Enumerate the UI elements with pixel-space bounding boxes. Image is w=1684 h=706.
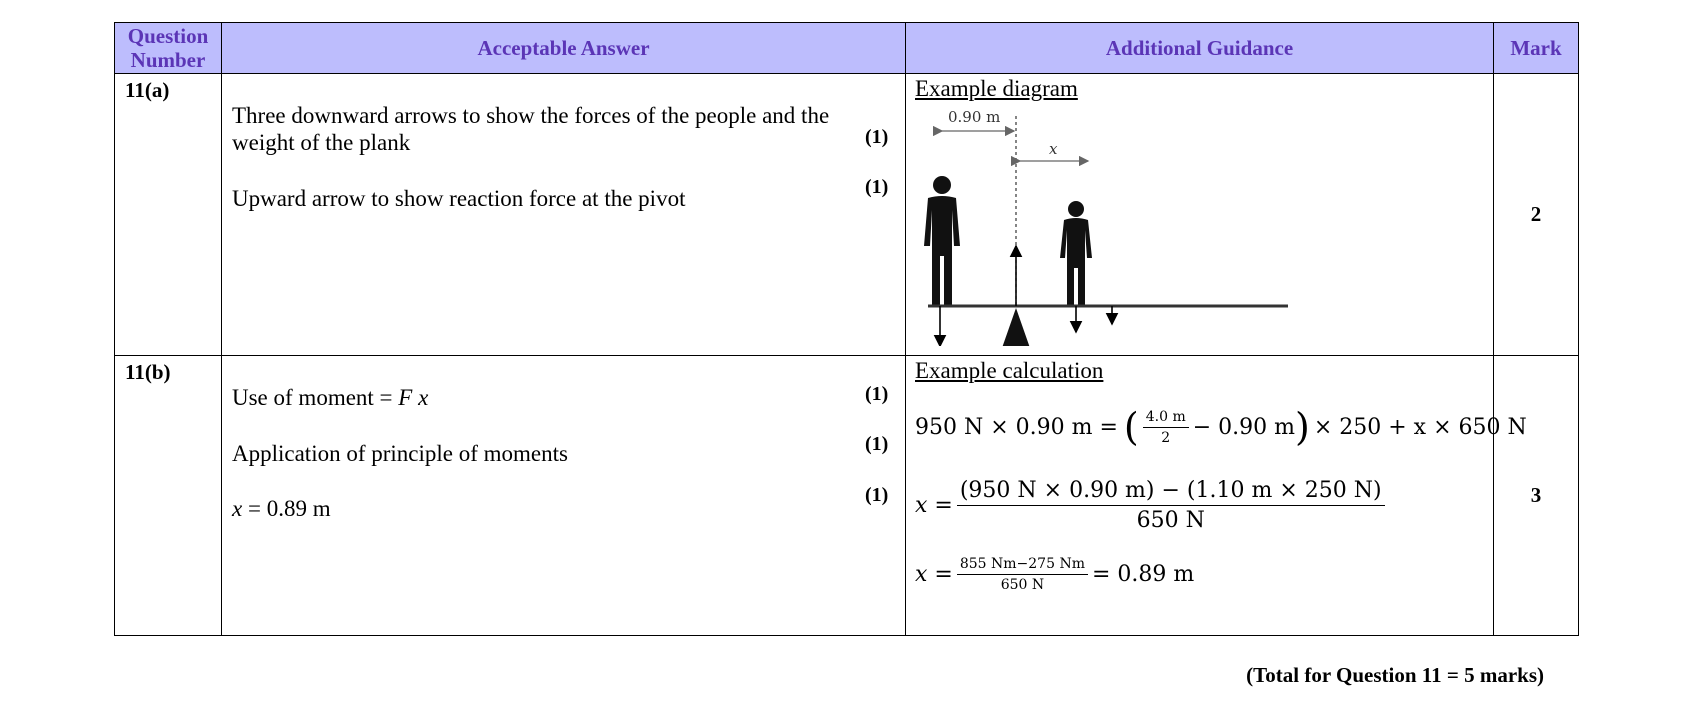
question-number: 11(a) [115, 74, 222, 356]
calc-line-2-fraction: $\frac{(950 N \times 0.90 m) - (1.10 m \times 250 N)}{650 N}$ [957, 478, 1385, 533]
mark-value: 2 [1494, 74, 1579, 356]
header-question-number: Question Number [115, 23, 222, 74]
mark-scheme-table [114, 22, 1579, 636]
answer-mark: (1) [865, 383, 889, 405]
person-left-icon [924, 176, 960, 306]
answer-cell [222, 74, 906, 356]
calc-line-2 [915, 478, 1389, 533]
person-right-icon [1060, 201, 1092, 306]
header-acceptable-answer: Acceptable Answer [222, 23, 906, 74]
answer-mark: (1) [865, 484, 889, 506]
guidance-heading: Example diagram [915, 76, 1078, 101]
answer-mark: (1) [865, 126, 889, 148]
calc-line-1-inner: − 0.90 m [1192, 414, 1296, 440]
answer-text: Application of principle of moments [232, 441, 568, 466]
total-marks: (Total for Question 11 = 5 marks) [1246, 663, 1544, 687]
guidance-cell [906, 356, 1527, 636]
calc-line-3-var: x = [915, 562, 953, 587]
calc-line-3-fraction: $\frac{855 Nm-275 Nm}{650 N}$ [957, 556, 1088, 593]
guidance-heading: Example calculation [915, 358, 1104, 383]
answer-mark: (1) [865, 176, 889, 198]
seesaw-diagram [916, 106, 1316, 346]
answer-text: Upward arrow to show reaction force at the pivot [232, 186, 686, 211]
answer-text: Use of moment = F x [232, 385, 429, 410]
calc-line-1-left: 950 N × 0.90 m = [915, 414, 1118, 440]
distance-label: 0.90 m [948, 108, 1001, 126]
calc-line-2-var: x = [915, 493, 953, 518]
answer-text: Three downward arrows to show the forces of the people and the weight of the plank [232, 103, 830, 155]
pivot-icon [1002, 308, 1030, 346]
table-row [115, 74, 1579, 356]
answer-text: x = 0.89 m [232, 496, 331, 521]
unknown-distance-label: x [1049, 140, 1058, 158]
calc-line-1-right: × 250 + x × 650 N [1313, 414, 1527, 440]
answer-mark: (1) [865, 433, 889, 455]
calc-line-3-result: = 0.89 m [1091, 562, 1195, 587]
header-mark: Mark [1494, 23, 1579, 74]
calc-line-1: 950 N × 0.90 m = ( $\frac{4.0 m}{2}$ − 0.90 m ) × 250 + x × 650 N [915, 405, 1527, 449]
header-row [115, 23, 1579, 74]
guidance-cell [906, 74, 1494, 356]
calc-line-1-fraction: $\frac{4.0 m}{2}$ [1143, 409, 1189, 446]
header-additional-guidance: Additional Guidance [906, 23, 1494, 74]
calc-line-3 [915, 556, 1194, 593]
answer-cell [222, 356, 906, 636]
question-number: 11(b) [115, 356, 222, 636]
table-row [115, 356, 1579, 636]
mark-value: 3 [1494, 356, 1579, 636]
